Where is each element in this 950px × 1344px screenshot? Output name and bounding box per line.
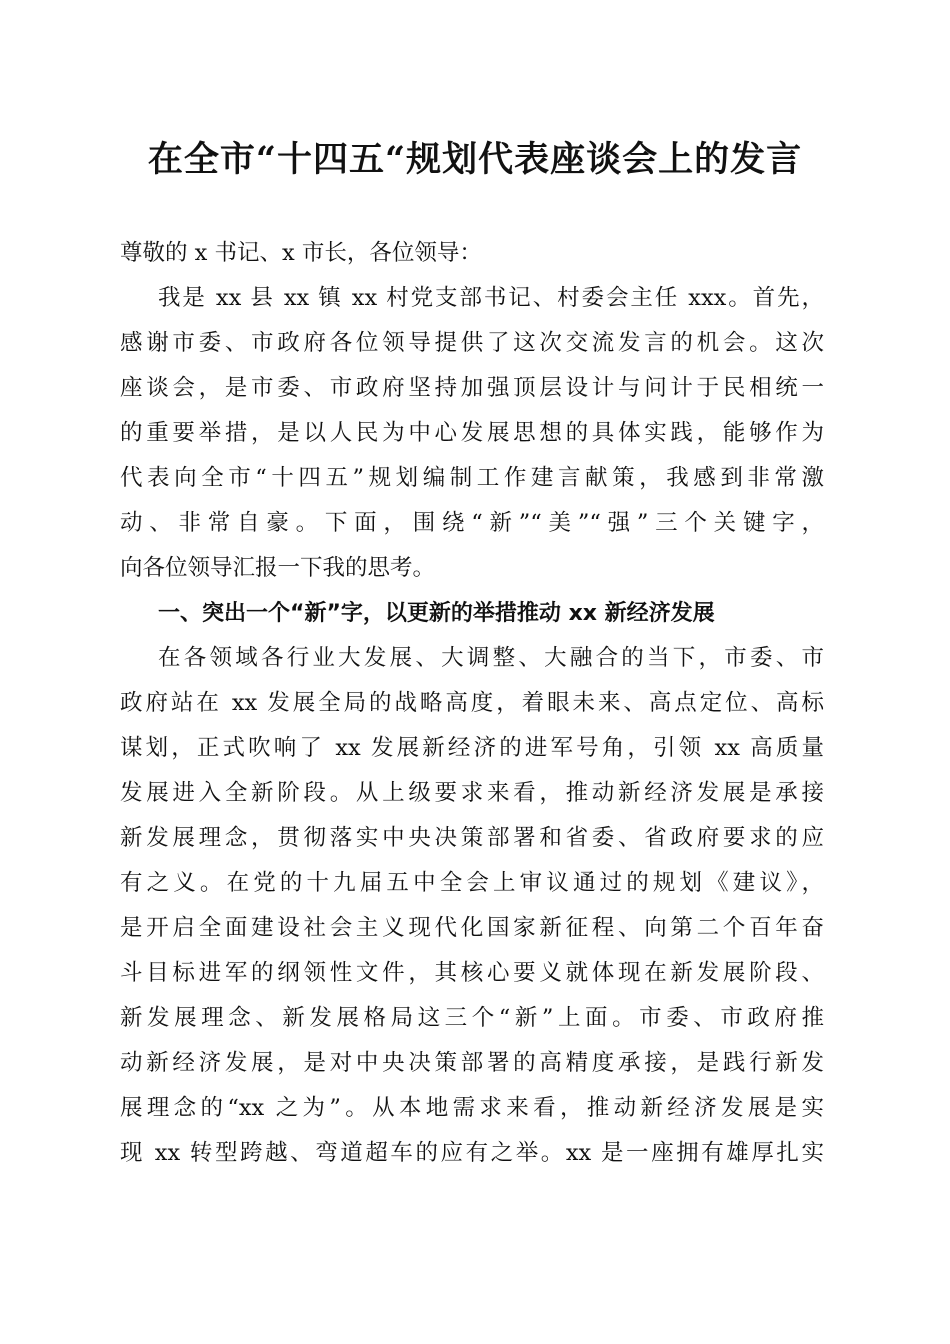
paragraph-line: 动新经济发展，是对中央决策部署的高精度承接，是践行新发: [120, 1050, 824, 1076]
paragraph-line: 在各领域各行业大发展、大调整、大融合的当下，市委、市: [158, 645, 824, 671]
paragraph-line: 的重要举措，是以人民为中心发展思想的具体实践，能够作为: [120, 420, 824, 446]
paragraph-line: 政府站在 xx 发展全局的战略高度，着眼未来、高点定位、高标: [120, 690, 824, 716]
paragraph-line: 有之义。在党的十九届五中全会上审议通过的规划《建议》，: [120, 870, 824, 896]
paragraph-line: 感谢市委、市政府各位领导提供了这次交流发言的机会。这次: [120, 330, 824, 356]
paragraph-line: 是开启全面建设社会主义现代化国家新征程、向第二个百年奋: [120, 915, 824, 941]
paragraph-line: 发展进入全新阶段。从上级要求来看，推动新经济发展是承接: [120, 780, 824, 806]
paragraph-line: 向各位领导汇报一下我的思考。: [120, 555, 436, 581]
document-body: [120, 231, 824, 1176]
paragraph-1: [120, 276, 824, 591]
paragraph-line: 新发展理念，贯彻落实中央决策部署和省委、省政府要求的应: [120, 825, 824, 851]
paragraph-line: 代表向全市“十四五”规划编制工作建言献策，我感到非常激: [120, 465, 824, 491]
section-heading: 一、突出一个“新”字，以更新的举措推动 xx 新经济发展: [158, 601, 715, 626]
paragraph-line: 展理念的“xx 之为”。从本地需求来看，推动新经济发展是实: [120, 1095, 824, 1121]
paragraph-line: 谋划，正式吹响了 xx 发展新经济的进军号角，引领 xx 高质量: [120, 735, 824, 761]
paragraph-line: 现 xx 转型跨越、弯道超车的应有之举。xx 是一座拥有雄厚扎实: [120, 1140, 824, 1166]
paragraph-line: 新发展理念、新发展格局这三个“新”上面。市委、市政府推: [120, 1005, 824, 1031]
salutation: 尊敬的 x 书记、x 市长，各位领导：: [120, 240, 482, 266]
paragraph-line: 动、非常自豪。下面，围绕“新”“美”“强”三个关键字，: [120, 510, 824, 536]
paragraph-line: 座谈会，是市委、市政府坚持加强顶层设计与问计于民相统一: [120, 375, 824, 401]
paragraph-line: 我是 xx 县 xx 镇 xx 村党支部书记、村委会主任 xxx。首先，: [158, 285, 824, 311]
document-title: 在全市“十四五“规划代表座谈会上的发言: [147, 139, 803, 180]
paragraph-2: [120, 636, 824, 1176]
paragraph-line: 斗目标进军的纲领性文件，其核心要义就体现在新发展阶段、: [120, 960, 824, 986]
